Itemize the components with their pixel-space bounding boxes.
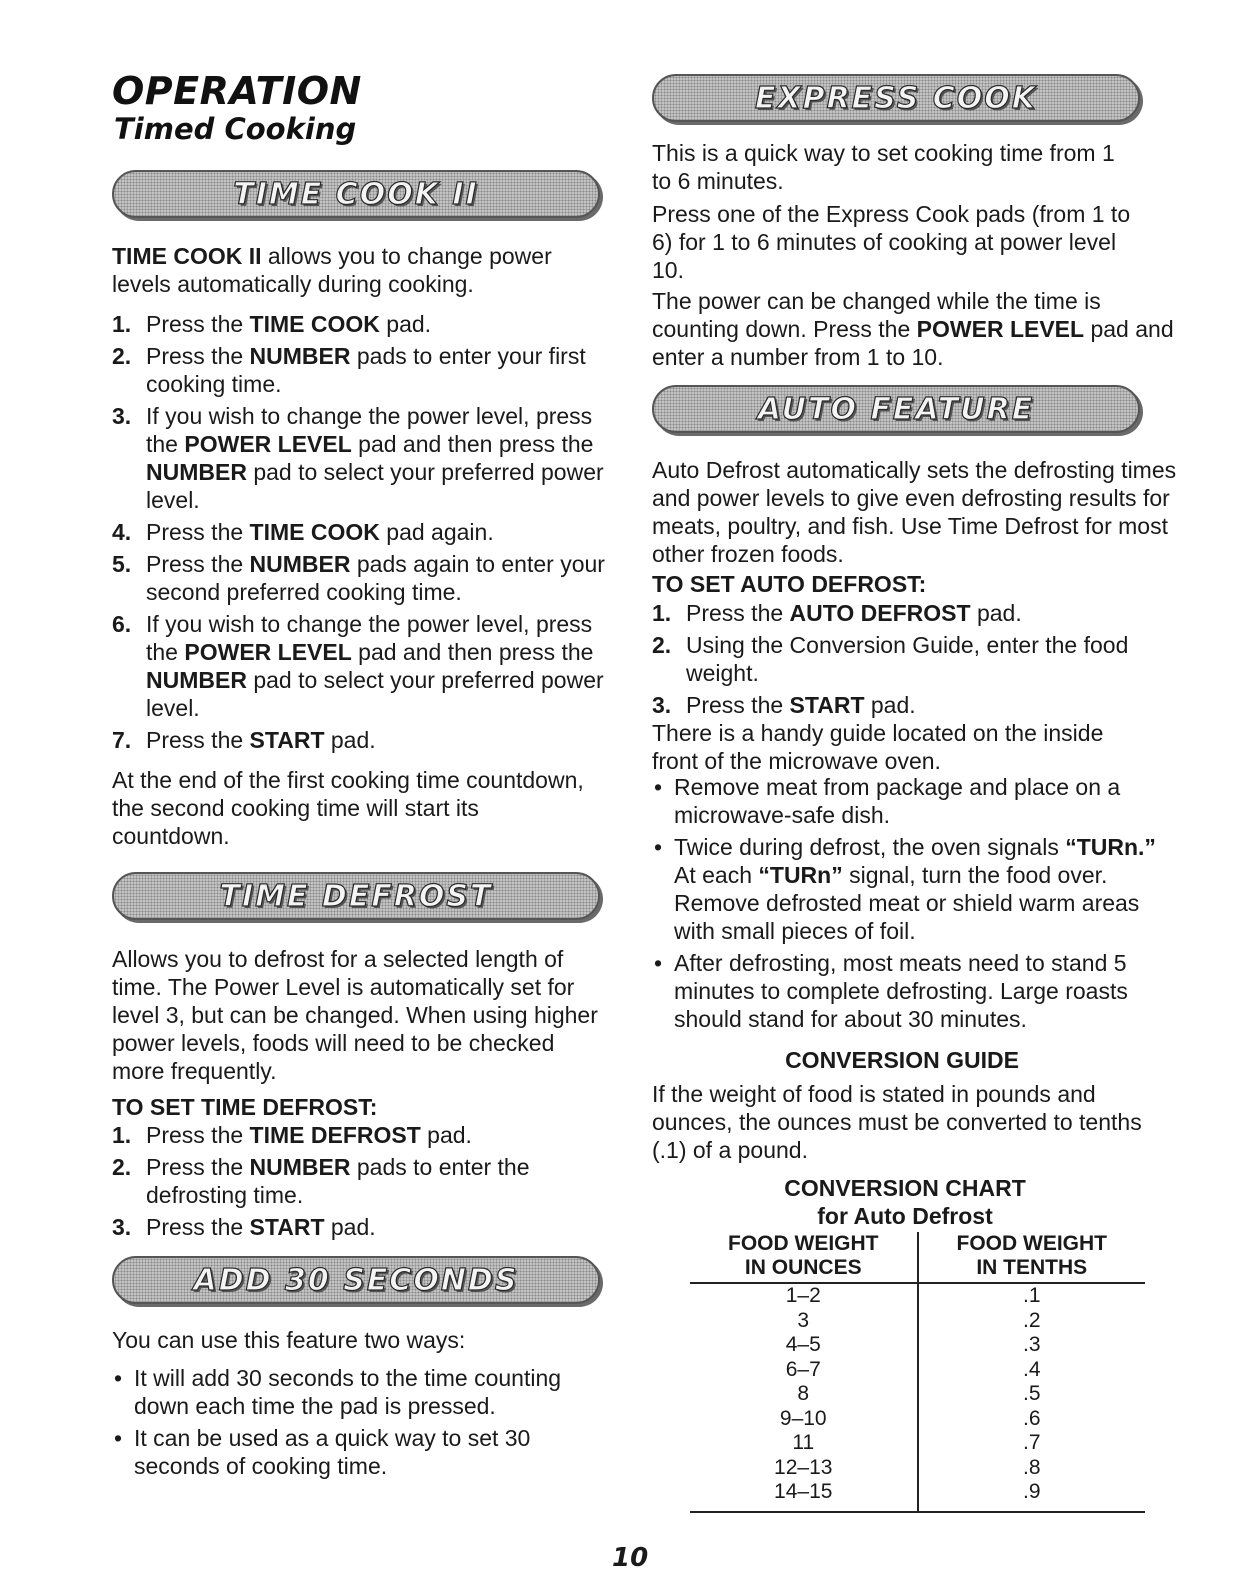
list-item [112, 1153, 602, 1209]
table-row [690, 1309, 1145, 1334]
step-text: Press the [146, 1154, 250, 1180]
column-header-tenths-line2: IN TENTHS [976, 1256, 1088, 1279]
express-cook-p2: Press one of the Express Cook pads (from 1 to 6) for 1 to 6 minutes of cooking at power level 10. [652, 201, 1131, 283]
step-text: Press the [686, 692, 790, 718]
step-text: pad to select your preferred power level. [146, 459, 604, 513]
step-text: Press the [146, 311, 250, 337]
step-number: 1. [652, 600, 672, 626]
step-text: pad. [324, 727, 376, 753]
cell-tenths: .1 [1022, 1284, 1041, 1307]
list-item [112, 726, 607, 754]
column-header-ounces [690, 1232, 918, 1283]
bullet-text: After defrosting, most meats need to stand 5 minutes to complete defrosting. Large roasts should stand for about 30 minutes. [674, 950, 1128, 1032]
bullet-text: Remove meat from package and place on a microwave-safe dish. [674, 774, 1121, 828]
step-text: Press the [146, 343, 250, 369]
step-number: 4. [112, 519, 132, 545]
step-text: Press the [146, 1122, 250, 1148]
auto-defrost-steps [652, 599, 1152, 723]
time-defrost-intro: Allows you to defrost for a selected length of time. The Power Level is automatically set for level 3, but can be changed. When using higher power levels, foods will need to be checked more frequently. [112, 946, 598, 1084]
step-text: pad. [324, 1214, 376, 1240]
step-text: pad and then press the [351, 639, 594, 665]
add-30-seconds-intro: You can use this feature two ways: [112, 1327, 466, 1353]
step-number: 5. [112, 551, 132, 577]
time-cook-intro [112, 242, 602, 298]
table-row [690, 1407, 1145, 1432]
cell-tenths: .8 [1022, 1455, 1041, 1479]
cell-ounces: 14–15 [690, 1480, 918, 1512]
step-number: 3. [652, 692, 672, 718]
list-item [652, 631, 1152, 687]
bullet-icon: • [114, 1365, 123, 1391]
step-number: 3. [112, 1214, 132, 1240]
time-defrost-banner-label: TIME DEFROST [219, 878, 493, 914]
add-30-seconds-banner [112, 1256, 600, 1304]
conversion-chart-title: CONVERSION CHART [784, 1175, 1026, 1201]
auto-feature-intro: Auto Defrost automatically sets the defrosting times and power levels to give even defrosting results for meats, poultry, and fish. Use Time Defrost for most other frozen foods. [652, 457, 1177, 567]
step-keyword: TIME DEFROST [249, 1122, 421, 1148]
express-cook-banner-label: EXPRESS COOK [754, 80, 1038, 116]
cell-ounces: 4–5 [690, 1333, 918, 1358]
step-text: pad to select your preferred power level. [146, 667, 604, 721]
column-header-ounces-line2: IN OUNCES [744, 1256, 862, 1279]
express-cook-p1: This is a quick way to set cooking time from 1 to 6 minutes. [652, 140, 1115, 194]
cell-tenths: .2 [1022, 1308, 1041, 1332]
list-item [112, 402, 607, 514]
cell-ounces: 1–2 [690, 1283, 918, 1309]
step-text: pad and then press the [351, 431, 594, 457]
step-text: pads to enter your first cooking time. [146, 343, 586, 397]
table-row [690, 1283, 1145, 1309]
list-item [112, 1213, 602, 1241]
step-keyword: NUMBER [249, 1154, 351, 1180]
step-number: 2. [112, 343, 132, 369]
conversion-table [690, 1232, 1145, 1513]
list-item [652, 833, 1172, 945]
add-30-seconds-banner-label: ADD 30 SECONDS [193, 1262, 519, 1298]
list-item [112, 1424, 602, 1480]
bullet-icon: • [114, 1425, 123, 1451]
time-cook-steps [112, 310, 607, 758]
cell-tenths: .5 [1022, 1382, 1041, 1405]
time-cook-intro-bold: TIME COOK II [112, 243, 262, 269]
page-number: 10 [612, 1543, 649, 1573]
step-number: 6. [112, 611, 132, 637]
step-keyword: NUMBER [146, 459, 247, 485]
list-item [112, 518, 607, 546]
column-header-tenths-line1: FOOD WEIGHT [956, 1232, 1107, 1255]
express-cook-banner [652, 74, 1140, 122]
step-keyword: TIME COOK [249, 519, 380, 545]
time-cook-banner [112, 170, 600, 218]
list-item [112, 1364, 602, 1420]
list-item [112, 310, 607, 338]
step-text: If you wish to change the power level, press the [146, 611, 593, 665]
time-defrost-heading: TO SET TIME DEFROST: [112, 1094, 378, 1120]
cell-ounces: 3 [690, 1309, 918, 1334]
step-text: Press the [686, 600, 790, 626]
table-row [690, 1382, 1145, 1407]
bullet-text: Twice during defrost, the oven signals [674, 834, 1066, 860]
step-text: pad. [420, 1122, 472, 1148]
column-header-tenths [918, 1232, 1146, 1283]
step-text: Press the [146, 727, 250, 753]
conversion-guide-text: If the weight of food is stated in pounds and ounces, the ounces must be converted to tenths (.1) of a pound. [652, 1081, 1142, 1163]
list-item [652, 599, 1152, 627]
cell-tenths: .9 [918, 1480, 1146, 1512]
step-text: pad. [864, 692, 916, 718]
express-cook-p3-post: pad and enter a number from 1 to 10. [652, 316, 1174, 370]
cell-ounces: 8 [690, 1382, 918, 1407]
step-keyword: AUTO DEFROST [789, 600, 971, 626]
table-row [690, 1456, 1145, 1481]
step-number: 1. [112, 1122, 132, 1148]
bullet-icon: • [654, 774, 663, 800]
conversion-chart-subtitle: for Auto Defrost [817, 1203, 993, 1229]
auto-feature-bullets [652, 773, 1172, 1037]
cell-tenths: .7 [1022, 1431, 1041, 1454]
table-row [690, 1358, 1145, 1383]
cell-tenths: .6 [1022, 1406, 1041, 1430]
express-cook-p3-bold: POWER LEVEL [916, 316, 1085, 342]
step-text: Using the Conversion Guide, enter the food weight. [686, 632, 1129, 686]
step-text: pads to enter the defrosting time. [146, 1154, 530, 1208]
step-keyword: TIME COOK [249, 311, 380, 337]
bullet-icon: • [654, 834, 663, 860]
time-cook-closing: At the end of the first cooking time countdown, the second cooking time will start its countdown. [112, 767, 584, 849]
step-text: Press the [146, 1214, 250, 1240]
auto-feature-guide-note: There is a handy guide located on the inside front of the microwave oven. [652, 720, 1104, 774]
bullet-text: It will add 30 seconds to the time counting down each time the pad is pressed. [134, 1365, 562, 1419]
time-cook-banner-label: TIME COOK II [233, 176, 479, 212]
step-keyword: NUMBER [249, 551, 351, 577]
step-number: 7. [112, 727, 132, 753]
conversion-table-body [690, 1283, 1145, 1512]
step-text: pad again. [379, 519, 494, 545]
time-cook-intro-text: allows you to change power levels automatically during cooking. [112, 243, 552, 297]
step-keyword: START [249, 1214, 325, 1240]
auto-feature-banner [652, 385, 1140, 433]
table-row [690, 1333, 1145, 1358]
bullet-keyword: “TURn.” [1065, 834, 1156, 860]
cell-ounces: 11 [690, 1431, 918, 1456]
cell-tenths: .3 [1022, 1333, 1041, 1356]
express-cook-p3-pre: The power can be changed while the time is counting down. Press the [652, 288, 1101, 342]
cell-tenths: .4 [1022, 1357, 1041, 1381]
list-item [112, 1121, 602, 1149]
bullet-text: It can be used as a quick way to set 30 seconds of cooking time. [134, 1425, 531, 1479]
bullet-keyword: “TURn” [758, 862, 843, 888]
step-text: Press the [146, 519, 250, 545]
list-item [652, 691, 1152, 719]
step-number: 2. [652, 632, 672, 658]
time-defrost-banner [112, 872, 600, 920]
step-text: pad. [970, 600, 1022, 626]
conversion-guide-heading: CONVERSION GUIDE [785, 1047, 1019, 1073]
add-30-seconds-bullets [112, 1364, 602, 1484]
auto-defrost-heading: TO SET AUTO DEFROST: [652, 571, 927, 597]
express-cook-p3 [652, 287, 1187, 371]
step-keyword: POWER LEVEL [184, 431, 352, 457]
cell-ounces: 6–7 [690, 1358, 918, 1383]
column-header-ounces-line1: FOOD WEIGHT [728, 1232, 879, 1255]
step-keyword: POWER LEVEL [184, 639, 352, 665]
cell-ounces: 12–13 [690, 1456, 918, 1481]
auto-feature-banner-label: AUTO FEATURE [757, 391, 1035, 427]
cell-ounces: 9–10 [690, 1407, 918, 1432]
bullet-text: At each [674, 862, 759, 888]
table-row [690, 1480, 1145, 1512]
step-number: 3. [112, 403, 132, 429]
bullet-icon: • [654, 950, 663, 976]
table-row [690, 1431, 1145, 1456]
table-header-row [690, 1232, 1145, 1283]
step-number: 1. [112, 311, 132, 337]
step-text: If you wish to change the power level, press the [146, 403, 593, 457]
page-subtitle: Timed Cooking [114, 112, 357, 146]
step-keyword: START [249, 727, 325, 753]
page-title: OPERATION [112, 69, 362, 113]
step-text: pad. [379, 311, 432, 337]
list-item [112, 550, 607, 606]
step-text: Press the [146, 551, 250, 577]
step-keyword: NUMBER [249, 343, 351, 369]
step-keyword: START [789, 692, 865, 718]
step-keyword: NUMBER [146, 667, 247, 693]
time-defrost-steps [112, 1121, 602, 1245]
list-item [112, 342, 607, 398]
bullet-text: signal, turn the food over. Remove defrosted meat or shield warm areas with small pieces of foil. [674, 862, 1140, 944]
step-text: pads again to enter your second preferred cooking time. [146, 551, 605, 605]
list-item [652, 773, 1172, 829]
step-number: 2. [112, 1154, 132, 1180]
list-item [652, 949, 1172, 1033]
list-item [112, 610, 607, 722]
